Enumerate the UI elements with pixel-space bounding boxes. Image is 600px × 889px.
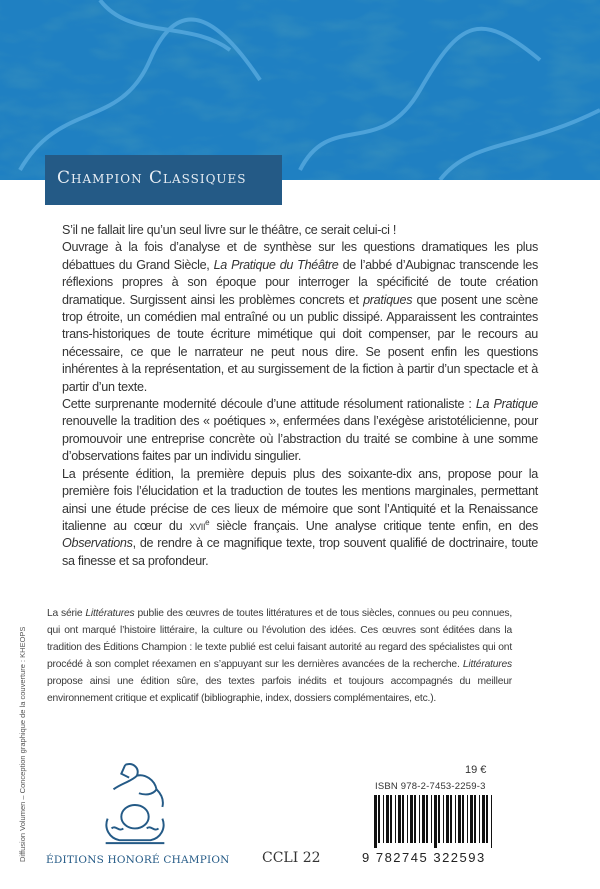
century-sup: e <box>205 517 210 527</box>
barcode-bar <box>443 795 444 843</box>
barcode-bar <box>402 795 404 843</box>
barcode-bar <box>426 795 428 843</box>
barcode-bar <box>482 795 485 843</box>
barcode-bar <box>446 795 449 843</box>
blurb-text: La présente édition, la première depuis plus des soixante-dix ans, propose pour la première fois l’élucidation et la traduction de toutes les mentions marginales, permettant ainsi une étude précise de ces lieux de mémoire que sont l’Antiquité et la Renaissance italienne au cœur du <box>62 466 538 533</box>
blurb-text: de l’abbé d’Aubignac transcende les réflexions propres à son époque pour interroger la spécificité de toute création dramatique. Surgissent ainsi les problèmes concrets et <box>62 257 538 307</box>
barcode-bar <box>374 795 377 848</box>
collection-number: CCLI 22 <box>262 850 321 866</box>
barcode-bar <box>414 795 416 843</box>
book-title: La Pratique du Théâtre <box>213 257 339 272</box>
isbn: ISBN 978-2-7453-2259-3 <box>375 781 486 792</box>
barcode-bar <box>398 795 401 843</box>
blurb-text: que posent une scène trop étroite, un comédien mal entraîné ou un public dissipé. Apparaissent les contraintes trans-historiques de toute écriture mimétique qui doit compenser, par le recours au nécessaire, ce que le narrateur ne peut nous dire. Se posent enfin les questions inhérentes à la représentation, et au surgissement de la fiction à partir d’un spectacle et à partir d’un texte. <box>62 292 538 394</box>
series-text: publie des œuvres de toutes littératures et de tous siècles, connues ou peu connues, qui ont marqué l’histoire littéraire, la culture ou l’évolution des idées. Ces œuvres sont éditées dans la tradition des Éditions Champion : le texte publié est celui faisant autorité au regard des spécialistes qui ont procédé à son complet réexamen en s’appuyant sur les dernières avancées de la recherche. <box>47 608 512 670</box>
barcode-bar <box>470 795 473 843</box>
marbled-pattern <box>0 0 600 180</box>
barcode-bar <box>419 795 420 843</box>
barcode-bar <box>455 795 456 843</box>
barcode-bar <box>395 795 396 843</box>
barcode-bar <box>431 795 432 843</box>
emphasis: Observations <box>62 536 133 551</box>
back-cover-blurb <box>62 222 538 570</box>
blurb-text: Cette surprenante modernité découle d’une attitude résolument rationaliste : <box>62 397 476 412</box>
blurb-text: , de rendre à ce magnifique texte, trop souvent qualifié de doctrinaire, toute sa finesse et sa profondeur. <box>62 536 538 568</box>
book-title: La Pratique <box>475 397 538 412</box>
barcode-bar <box>486 795 488 843</box>
barcode-bar <box>479 795 480 843</box>
barcode-bar <box>410 795 413 843</box>
blurb-paragraph <box>62 222 538 239</box>
series-name: Littératures <box>85 608 135 619</box>
cover-pattern <box>0 0 600 180</box>
blurb-text: Ouvrage à la fois d’analyse et de synthèse sur les questions dramatiques les plus débattues du Grand Siècle, <box>62 240 538 272</box>
barcode-bar <box>434 795 437 848</box>
barcode-bar <box>407 795 408 843</box>
barcode-bar <box>450 795 452 843</box>
barcode-bar <box>422 795 425 843</box>
series-name: Littératures <box>462 659 512 670</box>
price: 19 € <box>465 764 487 776</box>
barcode-bar <box>467 795 468 843</box>
barcode-bar <box>378 795 380 843</box>
barcode-bar <box>386 795 389 843</box>
blurb-paragraph <box>62 466 538 570</box>
series-title: Champion Classiques <box>57 168 247 188</box>
barcode-bar <box>438 795 440 843</box>
publisher-logo-icon <box>95 760 175 848</box>
blurb-paragraph <box>62 396 538 466</box>
publisher-name: ÉDITIONS HONORÉ CHAMPION <box>46 854 230 866</box>
blurb-text: renouvelle la tradition des « poétiques », enfermées dans l’exégèse aristotélicienne, pour promouvoir une entreprise concrète où l’abstraction du traité se combine à une somme d’observations faites par un individu singulier. <box>62 414 538 464</box>
barcode-bar <box>458 795 461 843</box>
barcode <box>374 795 496 849</box>
emphasis: pratiques <box>363 292 413 307</box>
barcode-bar <box>491 795 492 848</box>
series-text: La série <box>47 608 86 619</box>
blurb-text: S’il ne fallait lire qu’un seul livre sur le théâtre, ce serait celui-ci ! <box>62 223 397 237</box>
blurb-paragraph <box>62 239 538 396</box>
barcode-bar <box>383 795 384 843</box>
barcode-number: 9 782745 322593 <box>362 850 486 865</box>
horse-crest-logo <box>95 760 175 853</box>
barcode-bar <box>462 795 464 843</box>
series-text: propose ainsi une édition sûre, des textes parfois inédits et toujours accompagnés du meilleur environnement critique et explicatif (bibliographie, index, dossiers complémentaires, etc.). <box>47 676 512 704</box>
blurb-text: siècle français. Une analyse critique tente enfin, en des <box>209 518 538 533</box>
barcode-bar <box>474 795 476 843</box>
credits: Diffusion Volumen – Conception graphique de la couverture : KHEOPS <box>18 626 27 862</box>
barcode-bar <box>390 795 392 843</box>
series-banner <box>45 155 282 205</box>
century: xvii <box>189 518 206 533</box>
series-description <box>47 605 512 707</box>
